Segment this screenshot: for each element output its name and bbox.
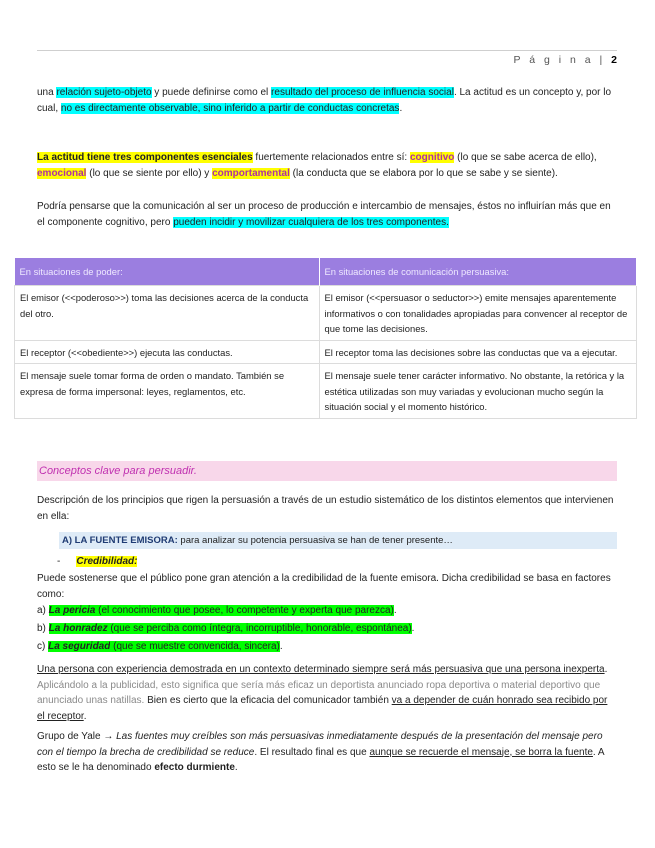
- header-rule: [37, 50, 617, 51]
- highlight: no es directamente observable, sino inferido a partir de conductas concretas: [60, 102, 400, 114]
- text: .: [83, 710, 87, 722]
- credibilidad-heading: [57, 554, 257, 570]
- table-cell: El mensaje suele tener carácter informativo. No obstante, la retórica y la estética utilizadas son muy variadas y evolucionan mucho según la situación social y el momento histórico.: [319, 364, 636, 419]
- underlined-text: aunque se recuerde el mensaje, se borra la fuente: [369, 746, 593, 758]
- list-item: [37, 639, 617, 655]
- list-text: (que se muestre convencida, sincera): [110, 641, 280, 652]
- highlight: resultado del proceso de influencia social: [271, 87, 454, 98]
- list-item: [37, 621, 617, 637]
- yale-paragraph: [37, 729, 617, 776]
- table-cell: El receptor toma las decisiones sobre las conductas que va a ejecutar.: [319, 340, 636, 364]
- credibilidad-title: Credibilidad:: [76, 556, 138, 567]
- text: fuertemente relacionados entre sí:: [252, 152, 410, 163]
- fuente-text: para analizar su potencia persuasiva se han de tener presente…: [177, 535, 453, 546]
- list-text: (que se perciba como íntegra, incorruptible, honorable, espontánea): [107, 623, 412, 634]
- fuente-label: A) LA FUENTE EMISORA:: [62, 535, 178, 546]
- table-row: [15, 364, 637, 419]
- table-cell: El emisor (<<persuasor o seductor>>) emite mensajes aparentemente informativos o con tonalidades apropiadas para convencer al receptor de que tome las decisiones.: [319, 286, 636, 341]
- section-title: Conceptos clave para persuadir.: [37, 461, 617, 481]
- list-prefix: b): [37, 623, 49, 634]
- list-prefix: a): [37, 605, 49, 616]
- component-emocional: emocional: [37, 167, 87, 179]
- text: (lo que se sabe acerca de ello),: [454, 152, 597, 163]
- highlight: relación sujeto-objeto: [56, 87, 152, 98]
- credibilidad-intro: Puede sostenerse que el público pone gran atención a la credibilidad de la fuente emisora. Dicha credibilidad se basa en factores como:: [37, 573, 611, 600]
- text: Podría pensarse que la comunicación al ser un proceso de producción e intercambio de mensajes, éstos no influirían más que en el componente cognitivo, pero: [37, 201, 611, 228]
- description-paragraph: Descripción de los principios que rigen la persuasión a través de un estudio sistemático de los distintos elementos que intervienen en ella:: [37, 495, 614, 522]
- list-prefix: c): [37, 641, 49, 652]
- text: . La actitud es un concepto y, por lo cual,: [37, 87, 612, 114]
- text: Grupo de Yale →: [37, 731, 117, 742]
- table-cell: El receptor (<<obediente>>) ejecuta las conductas.: [15, 340, 320, 364]
- table-cell: El emisor (<<poderoso>>) toma las decisiones acerca de la conducta del otro.: [15, 286, 320, 341]
- text: .: [393, 605, 397, 616]
- intro-paragraph: [37, 85, 617, 116]
- situations-table: [14, 258, 637, 419]
- text: Bien es cierto que la eficacia del comunicador también: [144, 695, 392, 706]
- text: . A esto se le ha denominado: [37, 746, 605, 773]
- communication-paragraph: [37, 199, 617, 230]
- table-cell: El mensaje suele tomar forma de orden o mandato. También se expresa de forma impersonal: leyes, reglamentos, etc.: [15, 364, 320, 419]
- text: y puede definirse como el: [151, 87, 272, 98]
- highlight: La actitud tiene tres componentes esenciales: [37, 152, 253, 163]
- grey-text: Aplicándolo a la publicidad, esto significa que sería más eficaz un deportista anunciado ropa deportiva o material deportivo que anunciado unas natillas.: [37, 679, 601, 706]
- text: (la conducta que se elabora por lo que se sabe y se siente).: [289, 167, 558, 179]
- list-term: La honradez: [48, 623, 108, 634]
- text: .: [279, 641, 283, 652]
- text: (lo que se siente por ello) y: [86, 167, 213, 179]
- highlight: pueden incidir y movilizar cualquiera de los tres componentes.: [173, 216, 449, 228]
- list-item: [37, 603, 617, 619]
- text: .: [399, 102, 403, 114]
- list-text: (el conocimiento que posee, lo competente y experta que parezca): [95, 605, 394, 616]
- table-header: En situaciones de poder:: [15, 258, 320, 286]
- page-number: 2: [611, 54, 617, 66]
- text: .: [604, 664, 608, 675]
- text: una: [37, 87, 57, 98]
- italic-text: Las fuentes muy creíbles son más persuasivas inmediatamente después de la presentación del mensaje pero con el tiempo la brecha de credibilidad se reduce: [37, 731, 603, 758]
- underlined-text: va a depender de cuán honrado sea recibido por el receptor: [37, 695, 608, 722]
- table-header: En situaciones de comunicación persuasiva:: [319, 258, 636, 286]
- text: . El resultado final es que: [254, 746, 370, 758]
- component-cognitivo: cognitivo: [409, 152, 455, 163]
- page-label: P á g i n a |: [513, 54, 606, 66]
- fuente-emisora-heading: [59, 532, 617, 549]
- underlined-text: Una persona con experiencia demostrada en un contexto determinado siempre será más persuasiva que una persona inexperta: [37, 664, 605, 675]
- bold-term: efecto durmiente: [154, 762, 235, 773]
- text: .: [234, 762, 238, 773]
- list-term: La seguridad: [48, 641, 111, 652]
- components-paragraph: [37, 150, 617, 181]
- table-row: [15, 340, 637, 364]
- list-term: La pericia: [48, 605, 96, 616]
- component-comportamental: comportamental: [212, 167, 290, 179]
- text: .: [411, 623, 415, 634]
- bullet: -: [57, 556, 61, 567]
- experiencia-paragraph: [37, 662, 617, 724]
- table-row: [15, 286, 637, 341]
- page-header: [513, 54, 617, 66]
